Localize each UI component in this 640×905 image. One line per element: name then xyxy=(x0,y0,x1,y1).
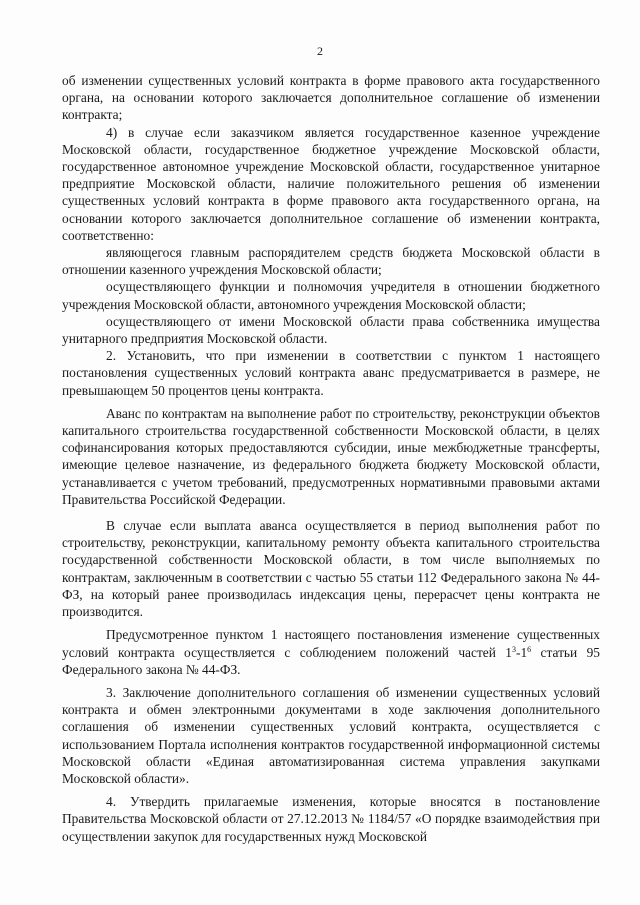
page-number: 2 xyxy=(317,44,323,58)
paragraph-advance-payment: В случае если выплата аванса осуществляется в период выполнения работ по строительству, реконструкции, капитальному ремонту объекта капитального строительства государственной собственности Московской области, в том числе выполняемых по контрактам, заключенным в соответствии с частью 55 статьи 112 Федерального закона № 44-ФЗ, на который ранее производилась индексация цены, перерасчет цены контракта не производится. xyxy=(62,518,600,620)
superscript-6: 6 xyxy=(527,644,532,654)
paragraph-owner-rights: осуществляющего от имени Московской области права собственника имущества унитарного предприятия Московской области. xyxy=(62,313,600,347)
paragraph-point-3: 3. Заключение дополнительного соглашения об изменении существенных условий контракта и обмен электронными документами в ходе заключения дополнительного соглашения об изменении существенных условий контракта, осуществляется с использованием Портала исполнения контрактов государственной информационной системы Московской области «Единая автоматизированная система управления закупками Московской области». xyxy=(62,684,600,786)
provided-change-dash: -1 xyxy=(515,644,528,660)
paragraph-founder-functions: осуществляющего функции и полномочия учредителя в отношении бюджетного учреждения Московской области, автономного учреждения Московской области; xyxy=(62,279,600,312)
paragraph-budget-manager: являющегося главным распорядителем средств бюджета Московской области в отношении казенного учреждения Московской области; xyxy=(62,245,600,278)
provided-change-end: статьи 95 Федерального закона № 44-ФЗ. xyxy=(62,644,600,677)
document-body xyxy=(62,72,600,845)
paragraph-provided-change xyxy=(62,626,600,678)
paragraph-advance-construction: Аванс по контрактам на выполнение работ по строительству, реконструкции объектов капитального строительства государственной собственности Московской области, в целях софинансирования которых предоставляются субсидии, иные межбюджетные трансферты, имеющие целевое назначение, из федерального бюджета бюджету Московской области, устанавливается с учетом требований, предусмотренных нормативными правовыми актами Правительства Российской Федерации. xyxy=(62,405,600,507)
superscript-3: 3 xyxy=(511,644,516,654)
paragraph-item-4: 4) в случае если заказчиком является государственное казенное учреждение Московской области, государственное бюджетное учреждение Московской области, государственное автономное учреждение Московской области, государственное унитарное предприятие Московской области, наличие положительного решения об изменении существенных условий контракта в форме правового акта государственного органа, на основании которого заключается дополнительное соглашение об изменении контракта, соответственно: xyxy=(62,124,600,243)
provided-change-text: Предусмотренное пунктом 1 настоящего постановления изменение существенных условий контракта осуществляется с соблюдением положений частей 1 xyxy=(62,627,600,660)
paragraph-point-4: 4. Утвердить прилагаемые изменения, которые вносятся в постановление Правительства Московской области от 27.12.2013 № 1184/57 «О порядке взаимодействия при осуществлении закупок для государственных нужд Московской xyxy=(62,794,600,844)
paragraph-point-2: 2. Установить, что при изменении в соответствии с пунктом 1 настоящего постановления существенных условий контракта аванс предусматривается в размере, не превышающем 50 процентов цены контракта. xyxy=(62,348,600,398)
paragraph-continuation: об изменении существенных условий контракта в форме правового акта государственного органа, на основании которого заключается дополнительное соглашение об изменении контракта; xyxy=(62,73,600,123)
